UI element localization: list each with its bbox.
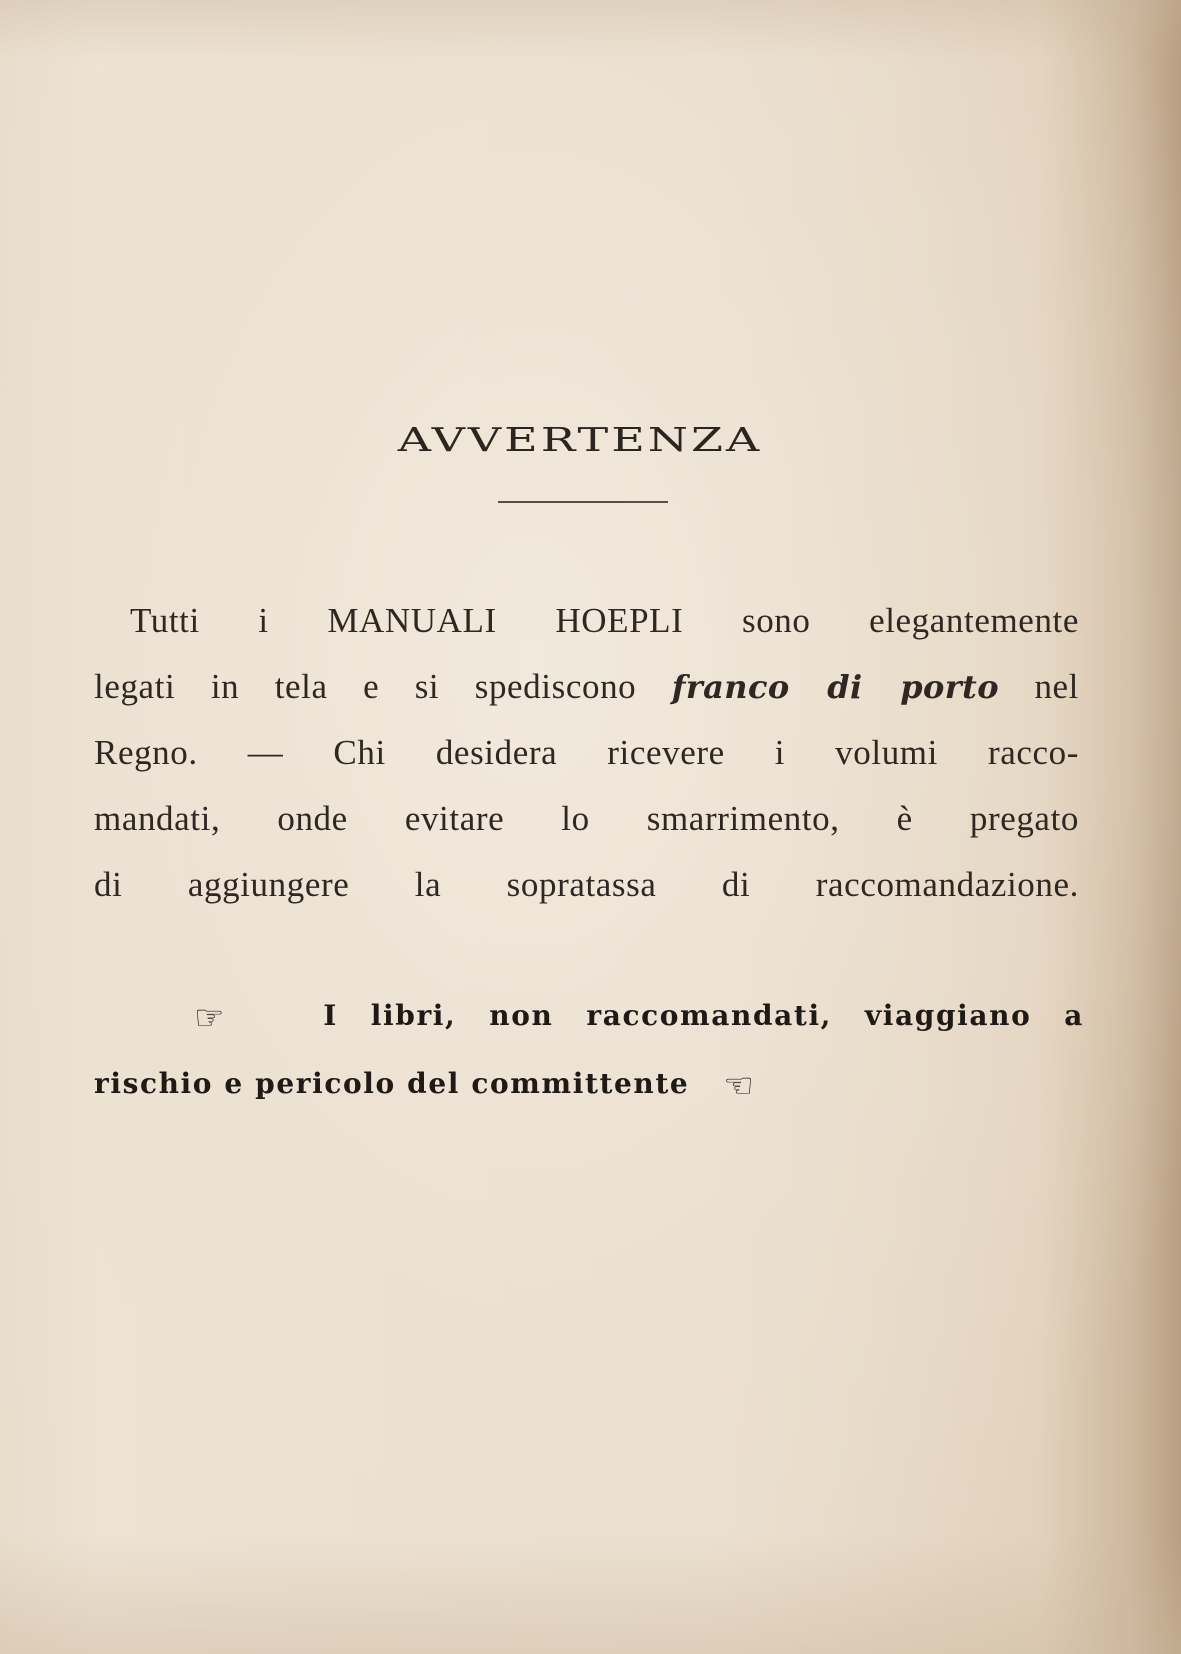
shipping-risk-notice: [94, 982, 1084, 1118]
paragraph-line-5: di aggiungere la sopratassa di raccomandazione.: [94, 865, 1079, 904]
notice-paragraph: [94, 588, 1079, 918]
page-title: AVVERTENZA: [397, 420, 763, 459]
paragraph-line-1: Tutti i MANUALI HOEPLI sono elegantemente: [130, 601, 1079, 640]
paragraph-line-3: Regno. — Chi desidera ricevere i volumi racco-: [94, 733, 1079, 772]
notice-line-1-text: I libri, non raccomandati, viaggiano a: [323, 999, 1084, 1032]
paragraph-line-2-end: nel: [998, 667, 1080, 706]
page-shading-top: [0, 0, 1181, 60]
page-shading-bottom: [0, 1534, 1181, 1654]
notice-line-1: [94, 982, 1084, 1050]
notice-line-2: [94, 1050, 1084, 1118]
pointing-hand-left-icon: ☜: [723, 1065, 754, 1106]
paragraph-line-2-start: legati in tela e si spediscono: [94, 667, 672, 706]
paragraph-line-4: mandati, onde evitare lo smarrimento, è pregato: [94, 799, 1079, 838]
title-divider: [498, 501, 668, 503]
notice-line-2-text: rischio e pericolo del committente: [94, 1067, 690, 1100]
paragraph-line-2: [94, 654, 1079, 720]
pointing-hand-right-icon: ☞: [194, 997, 225, 1038]
franco-di-porto-emphasis: franco di porto: [671, 668, 999, 706]
